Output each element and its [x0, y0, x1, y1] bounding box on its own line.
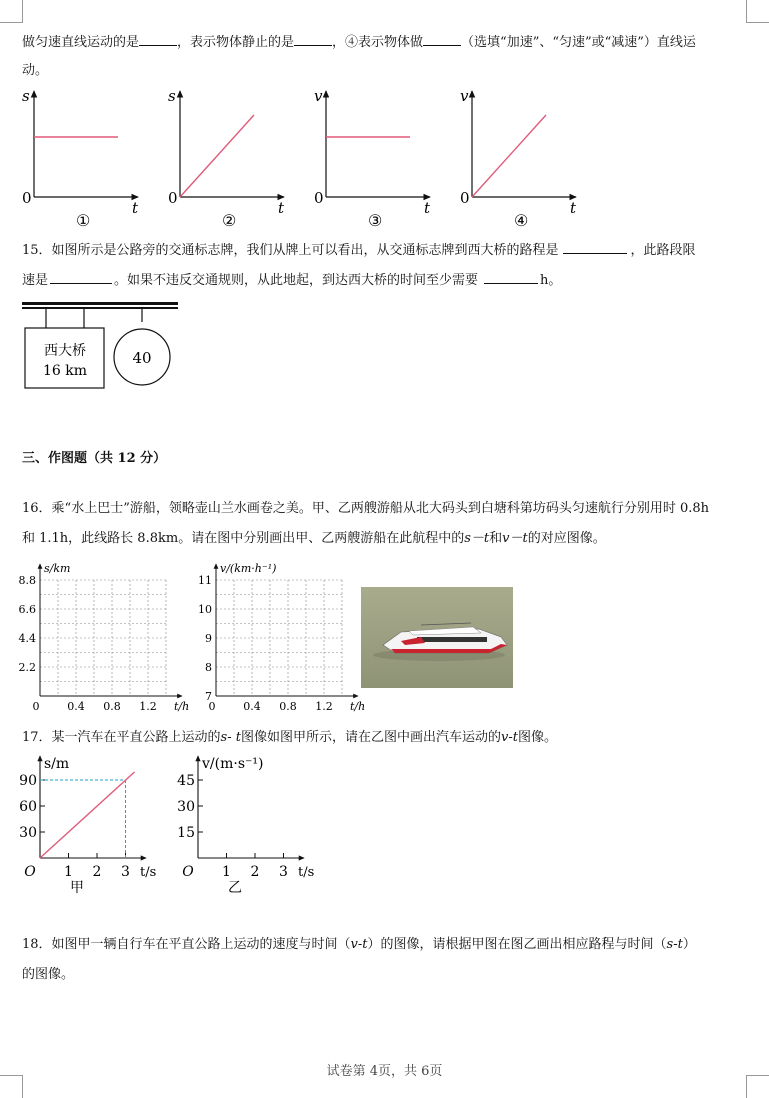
answer-blank[interactable] [294, 32, 332, 46]
y-tick-label: 60 [19, 799, 37, 815]
q14-graphs [18, 85, 588, 233]
x-tick-label: O [182, 864, 194, 880]
sign-distance: 16 km [42, 363, 88, 379]
q16-vt-label: v－t [502, 531, 528, 546]
figure-caption: 甲 [70, 880, 84, 896]
y-tick-label: 30 [177, 799, 195, 815]
axis-label-y: s [22, 87, 30, 105]
y-tick-label: 15 [177, 825, 195, 841]
y-tick-label: 4.4 [18, 632, 36, 645]
x-tick-label: 0.8 [279, 700, 297, 713]
q16-text-b: 的对应图像。 [527, 531, 606, 546]
q18-vt-label: v-t [350, 937, 368, 952]
axis-label-y: s [168, 87, 176, 105]
y-tick-label: 9 [205, 632, 212, 645]
axis-label-y: s/km [44, 562, 71, 575]
axis-label-x: t [132, 199, 139, 217]
vt-grid [198, 562, 365, 713]
origin-label: 0 [22, 189, 32, 207]
graph-number: ② [222, 211, 237, 230]
y-tick-label: 45 [177, 773, 195, 789]
graph-line [180, 115, 254, 197]
y-tick-label: 8 [205, 661, 212, 674]
q16-st-label: s－t [464, 531, 490, 546]
graph-line [472, 115, 546, 197]
q17-vt-label: v-t [500, 730, 518, 745]
chart-jia [19, 756, 156, 896]
q14-text-c: ，④表示物体做 [332, 35, 424, 50]
sign-name: 西大桥 [44, 343, 86, 359]
axis-label-x: t [424, 199, 431, 217]
q18-st-label: s-t [666, 937, 683, 952]
q15-line2 [22, 270, 561, 290]
q16-grids [10, 560, 366, 716]
crop-mark-top-right [746, 0, 769, 23]
x-tick-label: 1 [222, 864, 231, 880]
x-tick-label: 0.8 [103, 700, 121, 713]
x-tick-label: 0 [32, 700, 40, 713]
origin-label: 0 [314, 189, 324, 207]
q17-text-c: 图像。 [517, 730, 557, 745]
x-tick-label: 3 [279, 864, 288, 880]
graph-number: ③ [368, 211, 383, 230]
axis-label-y: v [314, 87, 323, 105]
x-tick-label: 2 [92, 864, 102, 880]
x-tick-label: 3 [121, 864, 130, 880]
x-tick-label: 0.4 [243, 700, 261, 713]
q15-text-b: ，此路段限 [630, 243, 696, 258]
q18-text-c: ） [682, 937, 696, 952]
origin-label: 0 [168, 189, 178, 207]
y-tick-label: 8.8 [18, 574, 36, 587]
axis-label-x: t/h [350, 700, 366, 713]
y-tick-label: 10 [198, 603, 212, 616]
q15-text-c: 速是 [22, 273, 49, 288]
q15-text-d: 。如果不违反交通规则，从此地起，到达西大桥的时间至少需要 [114, 273, 479, 288]
origin-label: 0 [460, 189, 470, 207]
answer-blank[interactable] [484, 270, 538, 284]
q17-text-b: 图像如图甲所示，请在乙图中画出汽车运动的 [240, 730, 501, 745]
q16-line1: 16．乘“水上巴士”游船，领略壶山兰水画卷之美。甲、乙两艘游船从北大码头到白塘科第坊码头匀速航行分别用时 0.8h [22, 501, 710, 516]
graph-number: ① [76, 211, 91, 230]
q17-text-a: 17．某一汽车在平直公路上运动的 [22, 730, 221, 745]
q14-line2: 动。 [22, 63, 49, 78]
q17-graphs [14, 752, 334, 898]
answer-blank[interactable] [139, 32, 177, 46]
axis-label-x: t [278, 199, 285, 217]
water-bus-photo [361, 587, 513, 688]
q14-text-b: ，表示物体静止的是 [177, 35, 295, 50]
axis-label-x: t [570, 199, 577, 217]
q15-text-a: 15．如图所示是公路旁的交通标志牌，我们从牌上可以看出，从交通标志牌到西大桥的路程是 [22, 243, 559, 258]
q14-text-a: 做匀速直线运动的是 [22, 35, 140, 50]
x-tick-label: 1.2 [315, 700, 333, 713]
q16-line2 [22, 530, 606, 548]
q16-and: 和 [489, 531, 503, 546]
st-grid [19, 562, 190, 713]
q15-text-e: h。 [540, 273, 562, 288]
q14-line1 [22, 32, 696, 52]
axis-label-x: t/s [298, 865, 315, 880]
q18-text-a: 18．如图甲一辆自行车在平直公路上运动的速度与时间（ [22, 937, 351, 952]
answer-blank[interactable] [563, 240, 627, 254]
x-tick-label: 0.4 [67, 700, 85, 713]
q16-text-a: 和 1.1h，此线路长 8.8km。请在图中分别画出甲、乙两艘游船在此航程中的 [22, 531, 465, 546]
x-tick-label: 2 [250, 864, 260, 880]
answer-blank[interactable] [423, 32, 461, 46]
q17-line [22, 729, 557, 747]
y-tick-label: 90 [19, 773, 37, 789]
s-t-line [40, 772, 135, 858]
chart-yi [177, 756, 314, 896]
traffic-sign-figure [20, 300, 200, 396]
q15-line1 [22, 240, 696, 260]
y-tick-label: 2.2 [18, 661, 36, 674]
section-heading: 三、作图题（共 12 分） [22, 451, 167, 466]
axis-label-y: v/(km·h⁻¹) [220, 562, 277, 575]
figure-caption: 乙 [228, 880, 242, 896]
y-tick-label: 30 [19, 825, 37, 841]
x-tick-label: 0 [208, 700, 216, 713]
x-tick-label: 1.2 [139, 700, 157, 713]
y-tick-label: 11 [198, 574, 212, 587]
speed-limit-value: 40 [132, 349, 152, 367]
y-tick-label: 7 [205, 690, 212, 703]
q18-text-b: ）的图像，请根据甲图在图乙画出相应路程与时间（ [367, 937, 667, 952]
axis-label-x: t/h [174, 700, 190, 713]
axis-label-x: t/s [140, 865, 157, 880]
axis-label-y: v/(m·s⁻¹) [202, 756, 264, 772]
crop-mark-top-left [0, 0, 23, 23]
graph-number: ④ [514, 211, 529, 230]
x-tick-label: 1 [64, 864, 73, 880]
page-footer: 试卷第 4页，共 6页 [326, 1064, 443, 1079]
q18-line1 [22, 936, 696, 954]
q14-text-d: （选填“加速”、“匀速”或“减速”）直线运 [461, 35, 696, 50]
x-tick-label: O [24, 864, 36, 880]
axis-label-y: v [460, 87, 469, 105]
q18-line2: 的图像。 [22, 967, 75, 982]
axis-label-y: s/m [44, 756, 70, 772]
answer-blank[interactable] [50, 270, 112, 284]
q17-st-label: s- t [220, 730, 241, 745]
y-tick-label: 6.6 [18, 603, 36, 616]
